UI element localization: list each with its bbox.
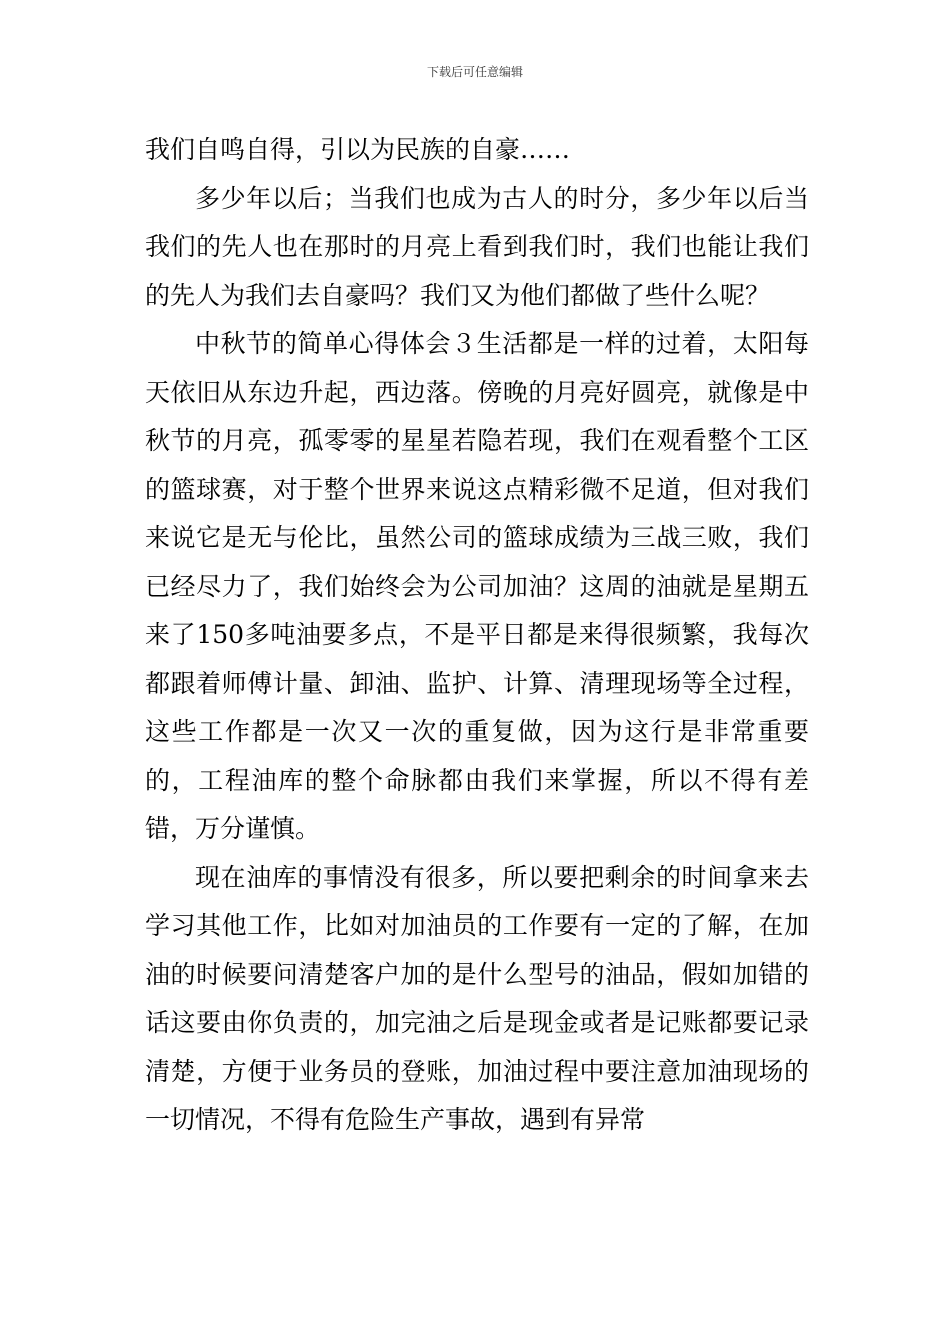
paragraph-1: 我们自鸣自得，引以为民族的自豪…… — [145, 135, 571, 164]
paragraph-2: 多少年以后；当我们也成为古人的时分，多少年以后当我们的先人也在那时的月亮上看到我们时，我们也能让我们的先人为我们去自豪吗？我们又为他们都做了些什么呢？ — [145, 183, 809, 310]
paragraph-4: 现在油库的事情没有很多，所以要把剩余的时间拿来去学习其他工作，比如对加油员的工作要有一定的了解，在加油的时候要问清楚客户加的是什么型号的油品，假如加错的话这要由你负责的，加完油之后是现金或者是记账都要记录清楚，方便于业务员的登账，加油过程中要注意加油现场的一切情况，不得有危险生产事故，遇到有异常 — [145, 862, 809, 1134]
page-header: 下载后可任意编辑 — [426, 65, 523, 79]
paragraph-3: 中秋节的简单心得体会３生活都是一样的过着，太阳每天依旧从东边升起，西边落。傍晚的月亮好圆亮，就像是中秋节的月亮，孤零零的星星若隐若现，我们在观看整个工区的篮球赛，对于整个世界来说这点精彩微不足道，但对我们来说它是无与伦比，虽然公司的篮球成绩为三战三败，我们已经尽力了，我们始终会为公司加油？这周的油就是星期五来了150多吨油要多点，不是平日都是来得很频繁，我每次都跟着师傅计量、卸油、监护、计算、清理现场等全过程，这些工作都是一次又一次的重复做，因为这行是非常重要的，工程油库的整个命脉都由我们来掌握，所以不得有差错，万分谨慎。 — [145, 329, 809, 843]
body-text — [145, 126, 809, 1145]
